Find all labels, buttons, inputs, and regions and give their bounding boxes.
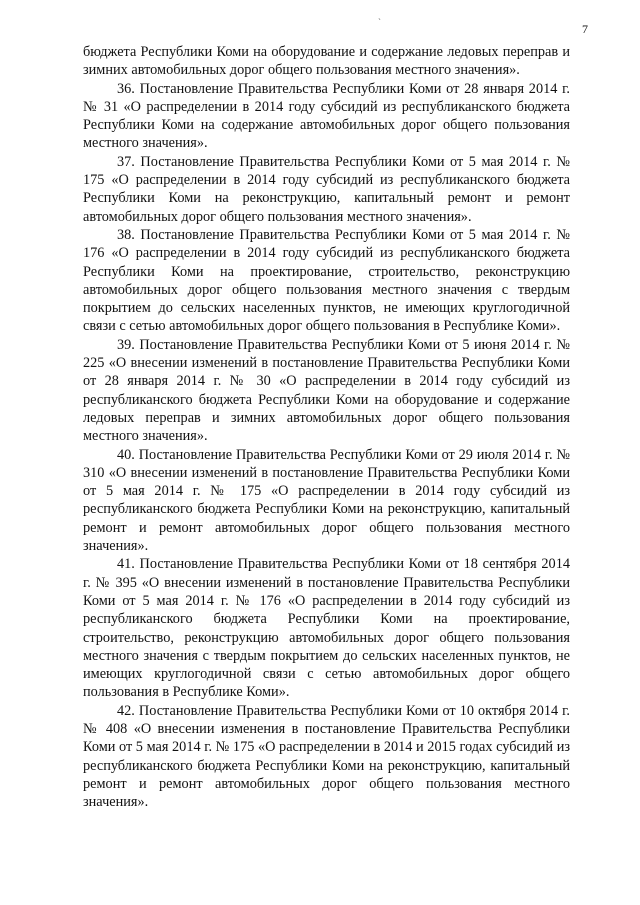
- list-item-39: 39. Постановление Правительства Республики Коми от 5 июня 2014 г. № 225 «О внесении изменений в постановление Правительства Республики Коми от 28 января 2014 г. № 30 «О распределении в 2014 году субсидий из республиканского бюджета Республики Коми на оборудование и содержание ледовых переправ и зимних автомобильных дорог общего пользования местного значения».: [83, 336, 570, 445]
- list-item-36: 36. Постановление Правительства Республики Коми от 28 января 2014 г. № 31 «О распределении в 2014 году субсидий из республиканского бюджета Республики Коми на содержание автомобильных дорог общего пользования местного значения».: [83, 80, 570, 152]
- list-item-37: 37. Постановление Правительства Республики Коми от 5 мая 2014 г. № 175 «О распределении в 2014 году субсидий из республиканского бюджета Республики Коми на реконструкцию, капитальный ремонт и ремонт автомобильных дорог общего пользования местного значения».: [83, 153, 570, 225]
- list-item-40: 40. Постановление Правительства Республики Коми от 29 июля 2014 г. № 310 «О внесении изменений в постановление Правительства Республики Коми от 5 мая 2014 г. № 175 «О распределении в 2014 году субсидий из республиканского бюджета Республики Коми на реконструкцию, капитальный ремонт и ремонт автомобильных дорог общего пользования местного значения».: [83, 446, 570, 555]
- page-number: 7: [582, 22, 588, 36]
- paragraph-continuation: бюджета Республики Коми на оборудование и содержание ледовых переправ и зимних автомобильных дорог общего пользования местного значения».: [83, 44, 570, 79]
- document-body: [83, 43, 570, 811]
- scan-mark: ˎ: [378, 10, 381, 20]
- list-item-42: 42. Постановление Правительства Республики Коми от 10 октября 2014 г. № 408 «О внесении изменения в постановление Правительства Республики Коми от 5 мая 2014 г. № 175 «О распределении в 2014 и 2015 годах субсидий из республиканского бюджета Республики Коми на реконструкцию, капитальный ремонт и ремонт автомобильных дорог общего пользования местного значения».: [83, 702, 570, 811]
- list-item-38: 38. Постановление Правительства Республики Коми от 5 мая 2014 г. № 176 «О распределении в 2014 году субсидий из республиканского бюджета Республики Коми на проектирование, строительство, реконструкцию автомобильных дорог общего пользования местного значения с твердым покрытием до сельских населенных пунктов, не имеющих круглогодичной связи с сетью автомобильных дорог общего пользования в Республике Коми».: [83, 226, 570, 335]
- list-item-41: 41. Постановление Правительства Республики Коми от 18 сентября 2014 г. № 395 «О внесении изменений в постановление Правительства Республики Коми от 5 мая 2014 г. № 176 «О распределении в 2014 году субсидий из республиканского бюджета Республики Коми на проектирование, строительство, реконструкцию автомобильных дорог общего пользования местного значения с твердым покрытием до сельских населенных пунктов, не имеющих круглогодичной связи с сетью автомобильных дорог общего пользования в Республике Коми».: [83, 556, 570, 701]
